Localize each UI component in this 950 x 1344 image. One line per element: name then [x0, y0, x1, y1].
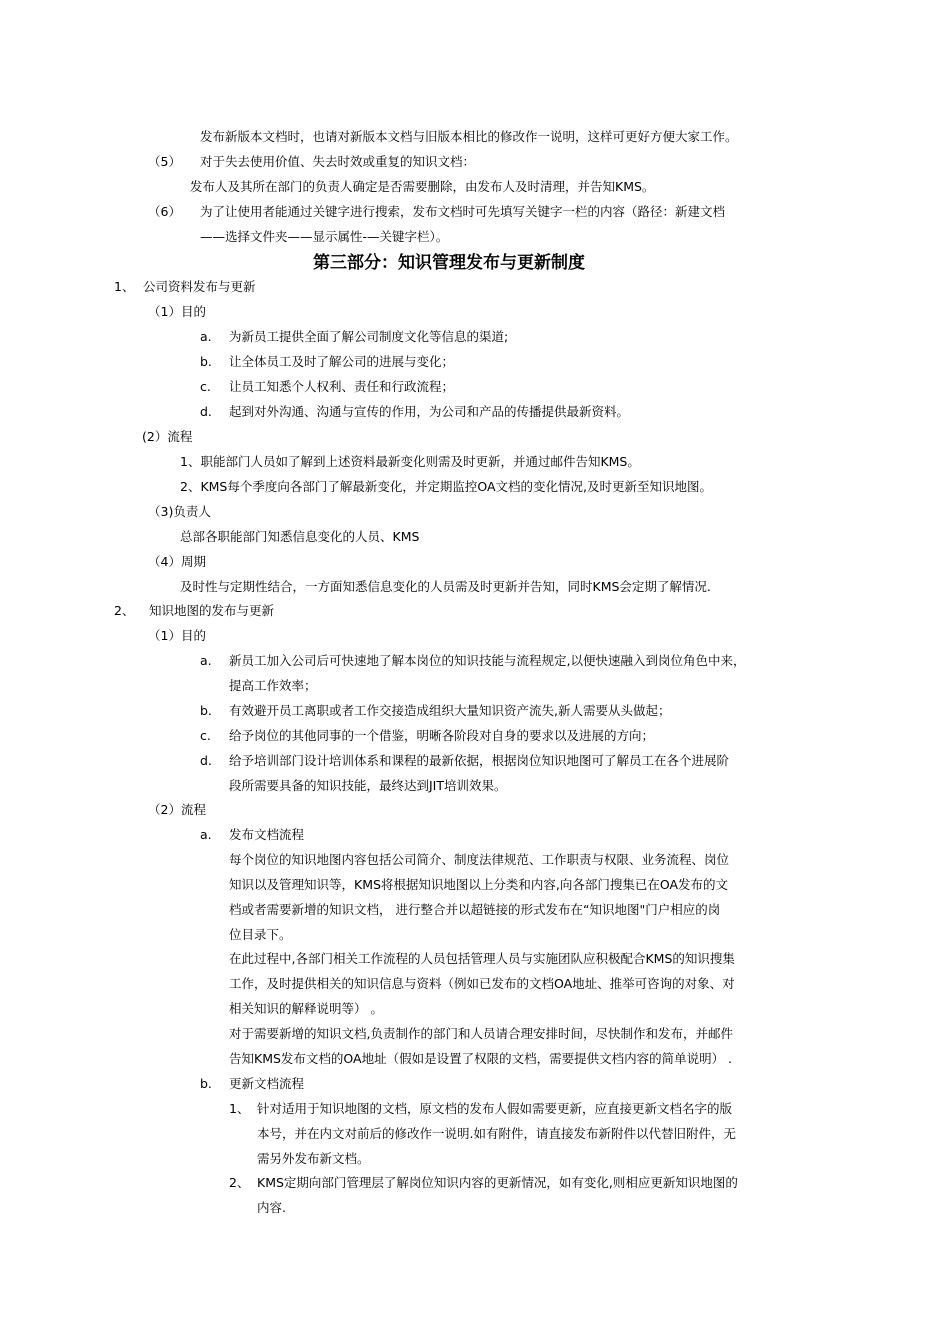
list-item-text: 针对适用于知识地图的文档，原文档的发布人假如需要更新，应直接更新文档名字的版 [257, 1101, 733, 1116]
list-marker: d. [200, 404, 212, 419]
list-item-text: 起到对外沟通、沟通与宣传的作用，为公司和产品的传播提供最新资料。 [229, 404, 630, 419]
list-item-title: 发布文档流程 [229, 827, 305, 842]
list-item-text: 新员工加入公司后可快速地了解本岗位的知识技能与流程规定,以便快速融入到岗位角色中来， [229, 653, 746, 668]
paragraph-line: 工作，及时提供相关的知识信息与资料（例如已发布的文档OA地址、推举可咨询的对象、对 [229, 976, 735, 991]
list-item-text: 为新员工提供全面了解公司制度文化等信息的渠道; [229, 329, 509, 344]
list-marker: a. [200, 653, 212, 668]
list-item-text: 对于失去使用价值、失去时效或重复的知识文档： [200, 154, 476, 169]
section-title: 第三部分：知识管理发布与更新制度 [313, 253, 585, 273]
paragraph-line: 发布人及其所在部门的负责人确定是否需要删除，由发布人及时清理，并告知KMS。 [190, 179, 655, 194]
subheading: (2）流程 [142, 429, 193, 444]
list-item-text: 段所需要具备的知识技能，最终达到JIT培训效果。 [229, 778, 507, 793]
list-item-text: 给予岗位的其他同事的一个借鉴，明晰各阶段对自身的要求以及进展的方向； [229, 728, 655, 743]
list-item-text: 需另外发布新文档。 [257, 1151, 370, 1166]
section-number: 1、 [114, 279, 135, 294]
paragraph-line: 总部各职能部门知悉信息变化的人员、KMS [180, 529, 420, 544]
list-item-text: 给予培训部门设计培训体系和课程的最新依据，根据岗位知识地图可了解员工在各个进展阶 [229, 753, 730, 768]
list-marker: a. [200, 827, 212, 842]
list-item-text: KMS定期向部门管理层了解岗位知识内容的更新情况，如有变化,则相应更新知识地图的 [257, 1175, 738, 1190]
paragraph-line: 对于需要新增的知识文档,负责制作的部门和人员请合理安排时间，尽快制作和发布，并邮件 [229, 1026, 733, 1041]
list-item-title: 更新文档流程 [229, 1076, 305, 1091]
list-number: （6） [148, 204, 181, 219]
section-heading: 公司资料发布与更新 [143, 279, 256, 294]
paragraph-line: 每个岗位的知识地图内容包括公司简介、制度法律规范、工作职责与权限、业务流程、岗位 [229, 852, 730, 867]
list-marker: a. [200, 329, 212, 344]
list-marker: c. [200, 379, 211, 394]
list-item-text: 本号，并在内文对前后的修改作一说明.如有附件，请直接发布新附件以代替旧附件，无 [257, 1126, 736, 1141]
list-item-text: 为了让使用者能通过关键字进行搜索，发布文档时可先填写关键字一栏的内容（路径：新建文档 [200, 204, 726, 219]
paragraph-line: 在此过程中,各部门相关工作流程的人员包括管理人员与实施团队应积极配合KMS的知识搜集 [229, 951, 735, 966]
list-item-text: 内容. [257, 1200, 286, 1215]
section-heading: 知识地图的发布与更新 [149, 603, 275, 618]
paragraph-line: 1、职能部门人员如了解到上述资料最新变化则需及时更新，并通过邮件告知KMS。 [180, 454, 640, 469]
section-number: 2、 [114, 603, 135, 618]
paragraph-line: 相关知识的解释说明等） 。 [229, 1001, 383, 1016]
list-marker: c. [200, 728, 211, 743]
paragraph-line: 知识以及管理知识等，KMS将根据知识地图以上分类和内容,向各部门搜集已在OA发布的文 [229, 877, 729, 892]
list-marker: b. [200, 354, 212, 369]
subheading: （3)负责人 [148, 504, 211, 519]
list-number: 1、 [229, 1101, 250, 1116]
list-marker: b. [200, 703, 212, 718]
list-number: 2、 [229, 1175, 250, 1190]
list-marker: d. [200, 753, 212, 768]
subheading: （1）目的 [148, 628, 206, 643]
paragraph-line: 及时性与定期性结合，一方面知悉信息变化的人员需及时更新并告知，同时KMS会定期了解情况. [180, 579, 711, 594]
paragraph-line: 2、KMS每个季度向各部门了解最新变化，并定期监控OA文档的变化情况,及时更新至知识地图。 [180, 479, 713, 494]
list-item-text: 让员工知悉个人权利、责任和行政流程； [229, 379, 455, 394]
subheading: （2）流程 [148, 802, 206, 817]
list-item-text: 有效避开员工离职或者工作交接造成组织大量知识资产流失,新人需要从头做起； [229, 703, 671, 718]
paragraph-line: 位目录下。 [229, 927, 292, 942]
subheading: （4）周期 [148, 554, 206, 569]
paragraph-line: 发布新版本文档时，也请对新版本文档与旧版本相比的修改作一说明，这样可更好方便大家工作。 [200, 129, 738, 144]
paragraph-line: 档或者需要新增的知识文档， 进行整合并以超链接的形式发布在“知识地图"门户相应的岗 [229, 902, 721, 917]
list-marker: b. [200, 1076, 212, 1091]
paragraph-line: 告知KMS发布文档的OA地址（假如是设置了权限的文档，需要提供文档内容的简单说明） . [229, 1051, 733, 1066]
subheading: （1）目的 [148, 304, 206, 319]
list-item-text: 提高工作效率； [229, 678, 317, 693]
list-number: （5） [148, 154, 181, 169]
list-item-text: 让全体员工及时了解公司的进展与变化； [229, 354, 455, 369]
paragraph-line: ——选择文件夹——显示属性-—关键字栏）。 [200, 229, 449, 244]
